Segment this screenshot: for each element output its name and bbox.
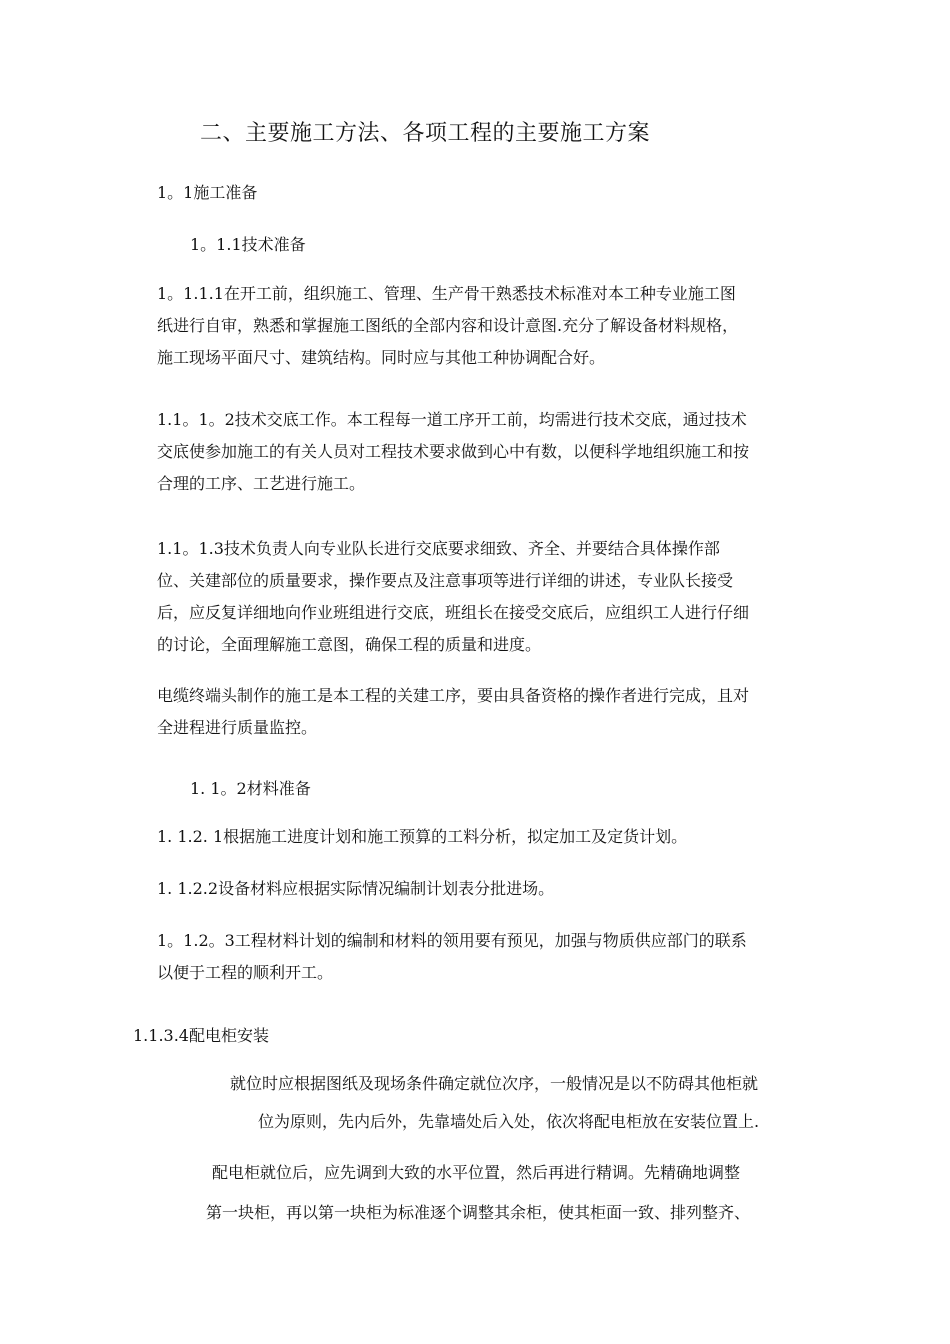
paragraph-install-1-line-1 — [230, 1068, 758, 1100]
paragraph-1-1-1-1 — [157, 278, 738, 374]
paragraph-1-1-1-3 — [157, 533, 749, 661]
paragraph-line: 位、关建部位的质量要求，操作要点及注意事项等进行详细的讲述，专业队长接受 — [157, 571, 734, 590]
paragraph-line: 1.1。1。2技术交底工作。本工程每一道工序开工前，均需进行技术交底，通过技术 — [157, 410, 747, 429]
paragraph-line: 以便于工程的顺利开工。 — [157, 963, 334, 982]
section-heading-1-1-3-4: 1.1.3.4配电柜安装 — [133, 1026, 269, 1045]
paragraph-line: 位为原则，先内后外，先靠墙处后入处，依次将配电柜放在安装位置上. — [258, 1112, 760, 1131]
paragraph-line: 1.1。1.3技术负责人向专业队长进行交底要求细致、齐全、并要结合具体操作部 — [157, 539, 720, 558]
paragraph-install-1-line-2 — [258, 1106, 759, 1138]
page-title: 二、主要施工方法、各项工程的主要施工方案 — [200, 121, 651, 146]
paragraph-line: 后，应反复详细地向作业班组进行交底，班组长在接受交底后，应组织工人进行仔细 — [157, 603, 750, 622]
paragraph-line: 纸进行自审，熟悉和掌握施工图纸的全部内容和设计意图.充分了解设备材料规格， — [157, 316, 739, 335]
paragraph-line: 第一块柜，再以第一块柜为标准逐个调整其余柜，使其柜面一致、排列整齐、 — [206, 1203, 751, 1222]
paragraph-line: 1。1.1.1在开工前，组织施工、管理、生产骨干熟悉技术标准对本工种专业施工图 — [157, 284, 736, 303]
paragraph-cable-termination — [157, 680, 749, 744]
section-heading-1-1-2: 1. 1。2材料准备 — [190, 779, 311, 798]
paragraph-1-1-2-3 — [157, 925, 747, 989]
paragraph-install-2-line-1 — [212, 1157, 740, 1189]
paragraph-line: 合理的工序、工艺进行施工。 — [157, 474, 366, 493]
paragraph-line: 1. 1.2.2设备材料应根据实际情况编制计划表分批进场。 — [157, 879, 555, 898]
paragraph-install-2-line-2 — [206, 1197, 750, 1229]
paragraph-line: 1. 1.2. 1根据施工进度计划和施工预算的工料分析，拟定加工及定货计划。 — [157, 827, 688, 846]
section-heading-1-1-1: 1。1.1技术准备 — [190, 235, 306, 254]
paragraph-line: 交底使参加施工的有关人员对工程技术要求做到心中有数，以便科学地组织施工和按 — [157, 442, 750, 461]
paragraph-line: 配电柜就位后，应先调到大致的水平位置，然后再进行精调。先精确地调整 — [212, 1163, 741, 1182]
paragraph-1-1-1-2 — [157, 404, 749, 500]
paragraph-1-1-2-1 — [157, 821, 687, 853]
paragraph-1-1-2-2 — [157, 873, 554, 905]
paragraph-line: 全进程进行质量监控。 — [157, 718, 318, 737]
paragraph-line: 就位时应根据图纸及现场条件确定就位次序，一般情况是以不防碍其他柜就 — [230, 1074, 759, 1093]
paragraph-line: 施工现场平面尺寸、建筑结构。同时应与其他工种协调配合好。 — [157, 348, 606, 367]
paragraph-line: 电缆终端头制作的施工是本工程的关建工序，要由具备资格的操作者进行完成，且对 — [157, 686, 750, 705]
paragraph-line: 的讨论，全面理解施工意图，确保工程的质量和进度。 — [157, 635, 542, 654]
section-heading-1-1: 1。1施工准备 — [157, 183, 258, 202]
paragraph-line: 1。1.2。3工程材料计划的编制和材料的领用要有预见，加强与物质供应部门的联系 — [157, 931, 747, 950]
